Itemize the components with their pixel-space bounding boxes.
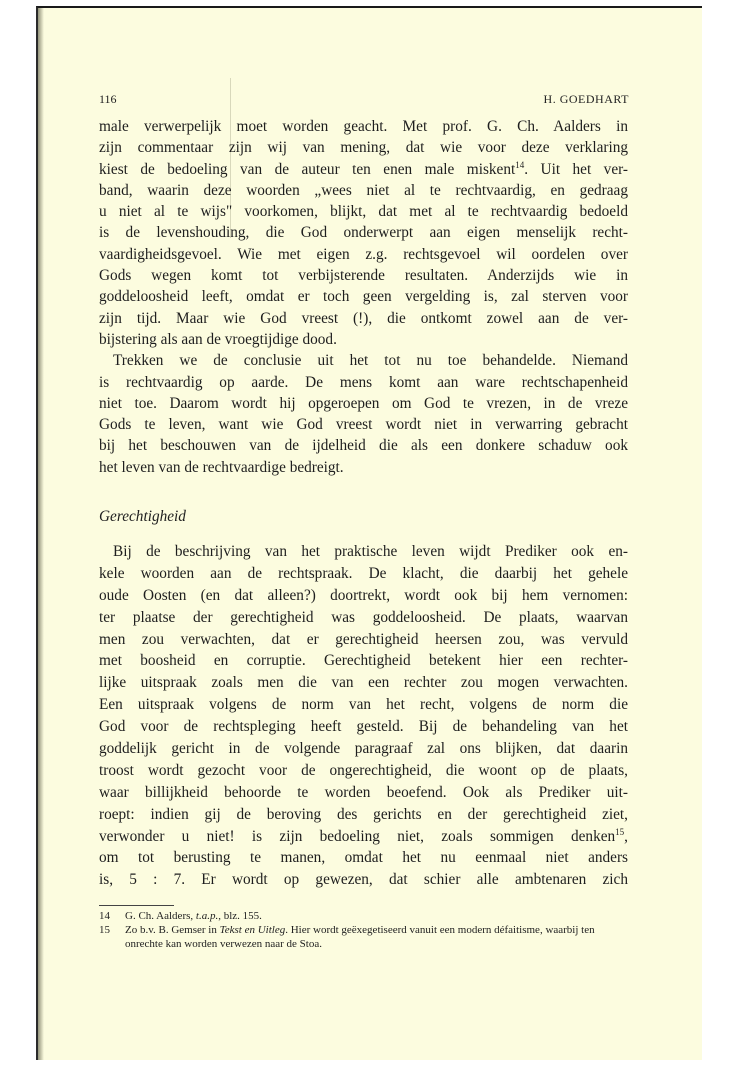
text-line: Een uitspraak volgens de norm van het recht, volgens de norm die — [99, 696, 628, 714]
text-line: niet toe. Daarom wordt hij opgeroepen om God te vrezen, in de vreze — [99, 394, 628, 412]
footnote-ref-14[interactable]: 14 — [515, 159, 525, 170]
text-line: om tot berusting te manen, omdat het nu eenmaal niet anders — [99, 849, 628, 867]
text-line: bijstering als aan de vroegtijdige dood. — [99, 330, 337, 348]
page-number: 116 — [99, 92, 117, 106]
text-line: roept: indien gij de beroving des gerichts en der gerechtigheid ziet, — [99, 805, 628, 823]
footnote-number: 14 — [99, 910, 110, 922]
text-line: lijke uitspraak zoals men die van een rechter zou mogen verwachten. — [99, 674, 628, 692]
text-line — [99, 159, 628, 180]
text-line: zijn commentaar zijn wij van mening, dat wie voor deze verklaring — [99, 139, 628, 157]
footnote-italic: t.a.p. — [195, 910, 219, 922]
text-segment: . Uit het ver- — [524, 160, 628, 178]
footnote-text: Zo b.v. B. Gemser in — [125, 924, 220, 936]
text-line: u niet al te wijs" voorkomen, blijkt, dat met al te rechtvaardig bedoeld — [99, 203, 628, 221]
gutter-shadow — [38, 8, 44, 1060]
text-line: Gods wegen komt tot verbijsterende resultaten. Anderzijds wie in — [99, 267, 628, 285]
text-line: het leven van de rechtvaardige bedreigt. — [99, 458, 344, 476]
text-line: Trekken we de conclusie uit het tot nu toe behandelde. Niemand — [113, 352, 628, 370]
text-line: bij het beschouwen van de ijdelheid die als een donkere schaduw ook — [99, 437, 628, 455]
footnote-text: . Hier wordt geëxegetiseerd vanuit een modern défaitisme, waarbij ten onrechte kan worden verwezen naar de Stoa. — [125, 924, 595, 950]
footnotes — [99, 909, 629, 951]
text-line: goddeloosheid leeft, omdat er toch geen vergelding is, zal sterven voor — [99, 288, 628, 306]
body-text-top — [99, 116, 628, 478]
text-line: met boosheid en corruptie. Gerechtigheid betekent hier een rechter- — [99, 652, 628, 670]
text-line: band, waarin deze woorden „wees niet al te rechtvaardig, en gedraag — [99, 181, 628, 199]
text-line: male verwerpelijk moet worden geacht. Met prof. G. Ch. Aalders in — [99, 118, 628, 135]
text-segment: , — [624, 827, 628, 845]
running-header — [99, 92, 629, 110]
text-line: oude Oosten (en dat alleen?) doortrekt, wordt ook bij hem vernomen: — [99, 586, 628, 604]
footnote-ref-15[interactable]: 15 — [615, 826, 625, 837]
footnote-number: 15 — [99, 924, 110, 936]
text-line: God voor de rechtspleging heeft gesteld. Bij de behandeling van het — [99, 718, 628, 736]
text-line: Gods te leven, want wie God vreest wordt niet in verwarring gebracht — [99, 416, 628, 434]
text-line: is, 5 : 7. Er wordt op gewezen, dat schier alle ambtenaren zich — [99, 871, 628, 889]
text-segment: verwonder u niet! is zijn bedoeling niet, zoals sommigen denken — [99, 827, 616, 845]
text-line: vaardigheidsgevoel. Wie met eigen z.g. rechtsgevoel wil oordelen over — [99, 245, 628, 263]
text-line: men zou verwachten, dat er gerechtigheid heersen zou, was vervuld — [99, 630, 628, 648]
section-heading: Gerechtigheid — [99, 508, 186, 525]
footnote-text: G. Ch. Aalders, — [125, 910, 196, 922]
text-line: waar billijkheid behoorde te worden beoefend. Ook als Prediker uit- — [99, 783, 628, 801]
text-line: troost wordt gezocht voor de ongerechtigheid, die woont op de plaats, — [99, 761, 628, 779]
footnote-italic: Tekst en Uitleg — [219, 924, 286, 936]
text-line: is de levenshouding, die God onderwerpt aan eigen menselijk recht- — [99, 224, 628, 242]
text-segment: kiest de bedoeling van de auteur ten enen male miskent — [99, 160, 516, 178]
text-line: Bij de beschrijving van het praktische leven wijdt Prediker ook en- — [113, 543, 628, 560]
text-line: is rechtvaardig op aarde. De mens komt aan ware rechtschapenheid — [99, 373, 628, 391]
text-line: kele woorden aan de rechtspraak. De klacht, die daarbij het gehele — [99, 564, 628, 582]
text-line: goddelijk gericht in de volgende paragraaf zal ons blijken, dat daarin — [99, 740, 628, 758]
running-head-author: H. GOEDHART — [543, 92, 629, 106]
footnote-15 — [99, 923, 629, 951]
body-text-bottom — [99, 541, 628, 891]
text-line: zijn tijd. Maar wie God vreest (!), die ontkomt zowel aan de ver- — [99, 309, 628, 327]
text-line: ter plaatse der gerechtigheid was goddeloosheid. De plaats, waarvan — [99, 608, 628, 626]
footnote-14 — [99, 909, 629, 923]
footnote-text: , blz. 155. — [218, 910, 262, 922]
text-line — [99, 826, 628, 848]
footnote-rule — [99, 905, 174, 906]
